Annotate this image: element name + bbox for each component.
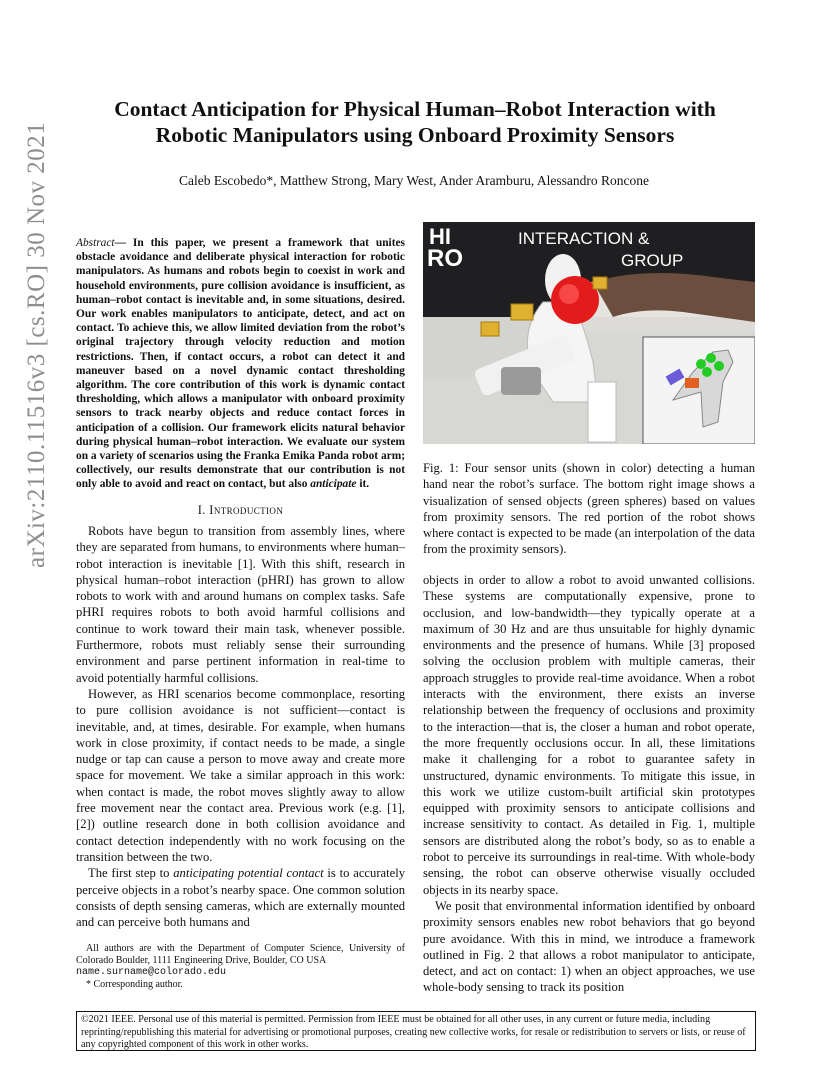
abstract-end: it.	[356, 478, 370, 491]
affiliation-footnote	[76, 943, 405, 991]
paragraph-3-emphasis: anticipating potential contact	[173, 866, 324, 881]
abstract-text: — In this paper, we present a framework that unites obstacle avoidance and deliberate physical interaction for robotic manipulators. As humans and robots begin to coexist in work and household environments, pure collision avoidance is insufficient, as human–robot contact is inevitable and, in some situations, desired. Our work enables manipulators to anticipate, detect, and act on contact. To achieve this, we allow limited deviation from the robot’s original trajectory through velocity reduction and motion restrictions. Then, if contact occurs, a robot can detect it and maneuver based on a novel dynamic contact thresholding algorithm. The core contribution of this work is dynamic contact thresholding, which allows a manipulator with onboard proximity sensors to track nearby objects and reduce contact forces in anticipation of a collision. Our framework elicits natural behavior during physical human–robot interaction. We evaluate our system on a variety of scenarios using the Franka Emika Panda robot arm; collectively, our results demonstrate that our contribution is not only able to avoid and react on contact, but also	[76, 237, 405, 491]
right-column-body	[423, 572, 755, 996]
paper-title	[90, 96, 740, 148]
author-list: Caleb Escobedo*, Matthew Strong, Mary West, Ander Aramburu, Alessandro Roncone	[179, 173, 649, 188]
sign-ro: RO	[427, 245, 463, 272]
right-paragraph-2: We posit that environmental information identified by onboard proximity sensors enables new robot behaviors that go beyond pure avoidance. With this in mind, we introduce a framework outlined in Fig. 2 that allows a robot manipulator to anticipate, detect, and act on contact: 1) when an object approaches, we use whole-body sensing to track its position	[423, 898, 755, 995]
right-paragraph-1: objects in order to allow a robot to avoid unwanted collisions. These systems are computationally expensive, prone to occlusion, and low-bandwidth—they typically operate at a maximum of 30 Hz and are thus unsuitable for highly dynamic environments and the presence of humans. While [3] proposed solving the occlusion problem with multiple cameras, their approach struggles to provide real-time avoidance. When a robot interacts with the environment, there exists an inverse relationship between the frequency of occlusions and proximity to the interaction—that is, the closer a human and robot operate, the more frequently occlusions occur. In all, these limitations make it challenging for a robot to guarantee safety in unstructured, dynamic environments. To mitigate this issue, in this work we utilize custom-built artificial skin prototypes equipped with proximity sensors to anticipate collisions and increase sensitivity to contact. As detailed in Fig. 1, multiple sensors are distributed along the robot’s body, so as to enable a robot to perceive its surroundings in real-time. With whole-body sensing, the robot can observe otherwise visually occluded objects in its nearby space.	[423, 573, 755, 897]
title-line-1: Contact Anticipation for Physical Human–Robot Interaction with	[114, 97, 716, 121]
abstract	[76, 236, 405, 492]
paragraph-2: However, as HRI scenarios become commonplace, resorting to pure collision avoidance is not sufficient—contact is inevitable, and, at times, desirable. For example, when humans work in close proximity, if contact needs to be made, a single nudge or tap can cause a person to move away and create more space for movement. We take a similar approach in this work: when contact is made, the robot moves slightly away to allow free movement near the contact area. Previous work (e.g. [1], [2]) outline research done in both collision avoidance and contact detection independently with no work focusing on the transition between the two.	[76, 686, 405, 864]
abstract-emphasis: anticipate	[310, 478, 357, 491]
paragraph-1: Robots have begun to transition from assembly lines, where they are separated from humans, to environments where human–robot interaction is inevitable [1]. With this shift, research in physical human–robot interaction (pHRI) has grown to allow robots to work with and around humans on complex tasks. Safe pHRI requires robots to both avoid harmful collisions and continue to work toward their main task, whenever possible. Furthermore, robots must reliably sense their surrounding environment and parse pertinent information in real-time to avoid potentially harmful collisions.	[76, 524, 405, 685]
section-title: Introduction	[209, 503, 284, 517]
robot-photo-illustration	[423, 222, 755, 444]
paragraph-3-rest: is to accurately perceive objects in a robot’s nearby space. One common solution consists of depth sensing cameras, which are externally mounted and can perceive both humans and	[76, 866, 405, 930]
figure-1-photo	[423, 222, 755, 444]
section-numeral: I.	[197, 503, 210, 517]
left-column-body	[76, 523, 405, 930]
sign-hi: HI	[429, 224, 451, 249]
title-line-2: Robotic Manipulators using Onboard Proximity Sensors	[155, 123, 675, 147]
sign-interaction: INTERACTION &	[518, 229, 650, 248]
figure-1-caption: Fig. 1: Four sensor units (shown in color) detecting a human hand near the robot’s surface. The bottom right image shows a visualization of sensed objects (green spheres) based on values from proximity sensors. The red portion of the robot shows where contact is expected to be made (an interpolation of the data from the proximity sensors).	[423, 461, 755, 557]
sign-group: GROUP	[621, 251, 684, 270]
footnote-affiliation: All authors are with the Department of Computer Science, University of Colorado Boulder, 1111 Engineering Drive, Boulder, CO USA	[76, 943, 405, 966]
abstract-label: Abstract	[76, 237, 115, 249]
paragraph-3-start: The first step to	[88, 866, 174, 881]
arxiv-watermark: arXiv:2110.11516v3 [cs.RO] 30 Nov 2021	[23, 121, 50, 568]
section-heading-introduction	[76, 503, 405, 518]
footnote-corresponding: * Corresponding author.	[86, 979, 183, 990]
footnote-email: name.surname@colorado.edu	[76, 967, 227, 978]
paragraph-3	[76, 865, 405, 930]
copyright-notice: ©2021 IEEE. Personal use of this material is permitted. Permission from IEEE must be obtained for all other uses, in any current or future media, including reprinting/republishing this material for advertising or promotional purposes, creating new collective works, for resale or redistribution to servers or lists, or reuse of any copyrighted component of this work in other works.	[76, 1011, 756, 1051]
